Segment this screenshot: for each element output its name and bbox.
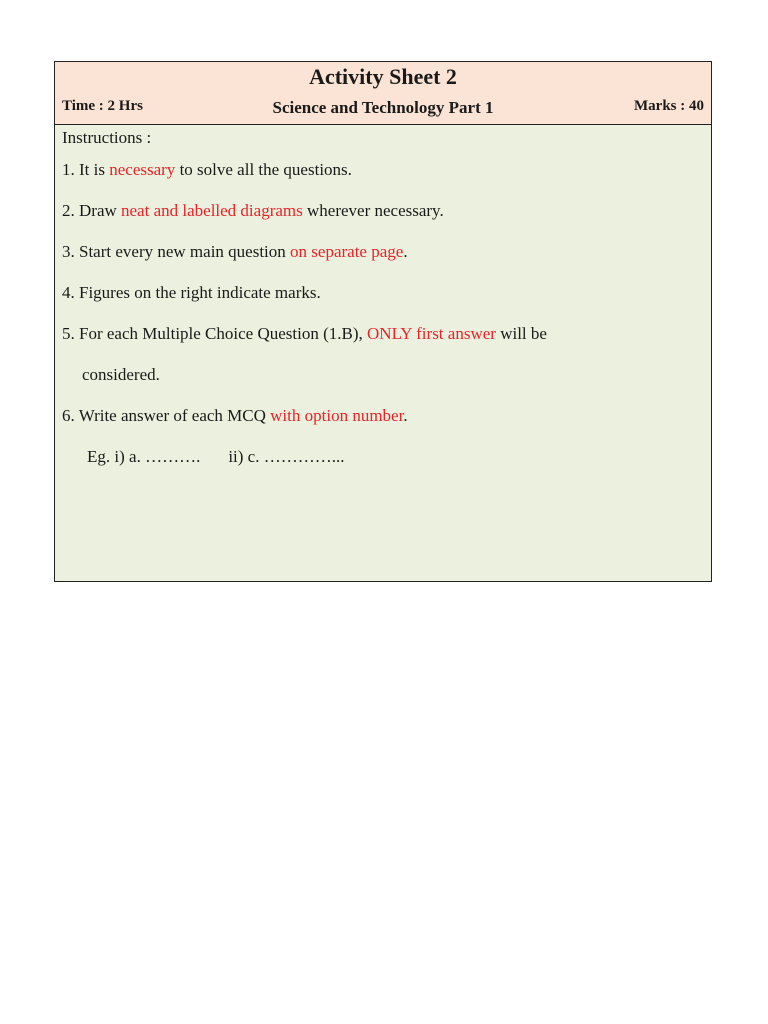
instruction-highlight: necessary [109, 160, 176, 179]
sheet-header [55, 62, 711, 125]
instruction-text: Figures on the right indicate marks. [79, 283, 321, 302]
instruction-highlight: with option number [270, 406, 404, 425]
instruction-item [62, 149, 704, 190]
instruction-number: 5. [62, 324, 75, 343]
instruction-text: Write answer of each MCQ [78, 406, 271, 425]
instruction-text: For each Multiple Choice Question (1.B), [79, 324, 368, 343]
instruction-item [62, 272, 704, 313]
instruction-number: 4. [62, 283, 75, 302]
time-label: Time : 2 Hrs [62, 98, 143, 114]
instruction-text: It is [79, 160, 110, 179]
instruction-text: Start every new main question [79, 242, 291, 261]
subject-label: Science and Technology Part 1 [272, 98, 494, 117]
instruction-item [62, 395, 704, 436]
instruction-highlight: on separate page [290, 242, 404, 261]
instructions-panel [55, 125, 711, 581]
instruction-text-end: will be [495, 324, 547, 343]
instruction-item [62, 190, 704, 231]
instruction-continuation: considered. [82, 365, 160, 384]
instruction-text-end: to solve all the questions. [175, 160, 352, 179]
answer-example [62, 436, 704, 477]
instruction-highlight: ONLY first answer [367, 324, 496, 343]
instruction-number: 3. [62, 242, 75, 261]
instruction-highlight: neat and labelled diagrams [121, 201, 303, 220]
instruction-number: 2. [62, 201, 75, 220]
instruction-text-end: . [403, 406, 408, 425]
sheet-title: Activity Sheet 2 [309, 64, 457, 89]
instruction-item [62, 231, 704, 272]
instruction-text-end: . [403, 242, 408, 261]
instructions-heading: Instructions : [62, 128, 152, 147]
example-part-1: Eg. i) a. ………. [87, 447, 201, 466]
instruction-text-end: wherever necessary. [302, 201, 444, 220]
instruction-text: Draw [79, 201, 122, 220]
instruction-item [62, 313, 704, 395]
example-part-2: ii) c. …………... [228, 447, 345, 466]
marks-label: Marks : 40 [634, 98, 704, 114]
instruction-number: 1. [62, 160, 75, 179]
meta-row [62, 98, 704, 118]
instruction-number: 6. [62, 406, 75, 425]
activity-sheet [54, 61, 712, 582]
instructions-list [62, 149, 704, 436]
